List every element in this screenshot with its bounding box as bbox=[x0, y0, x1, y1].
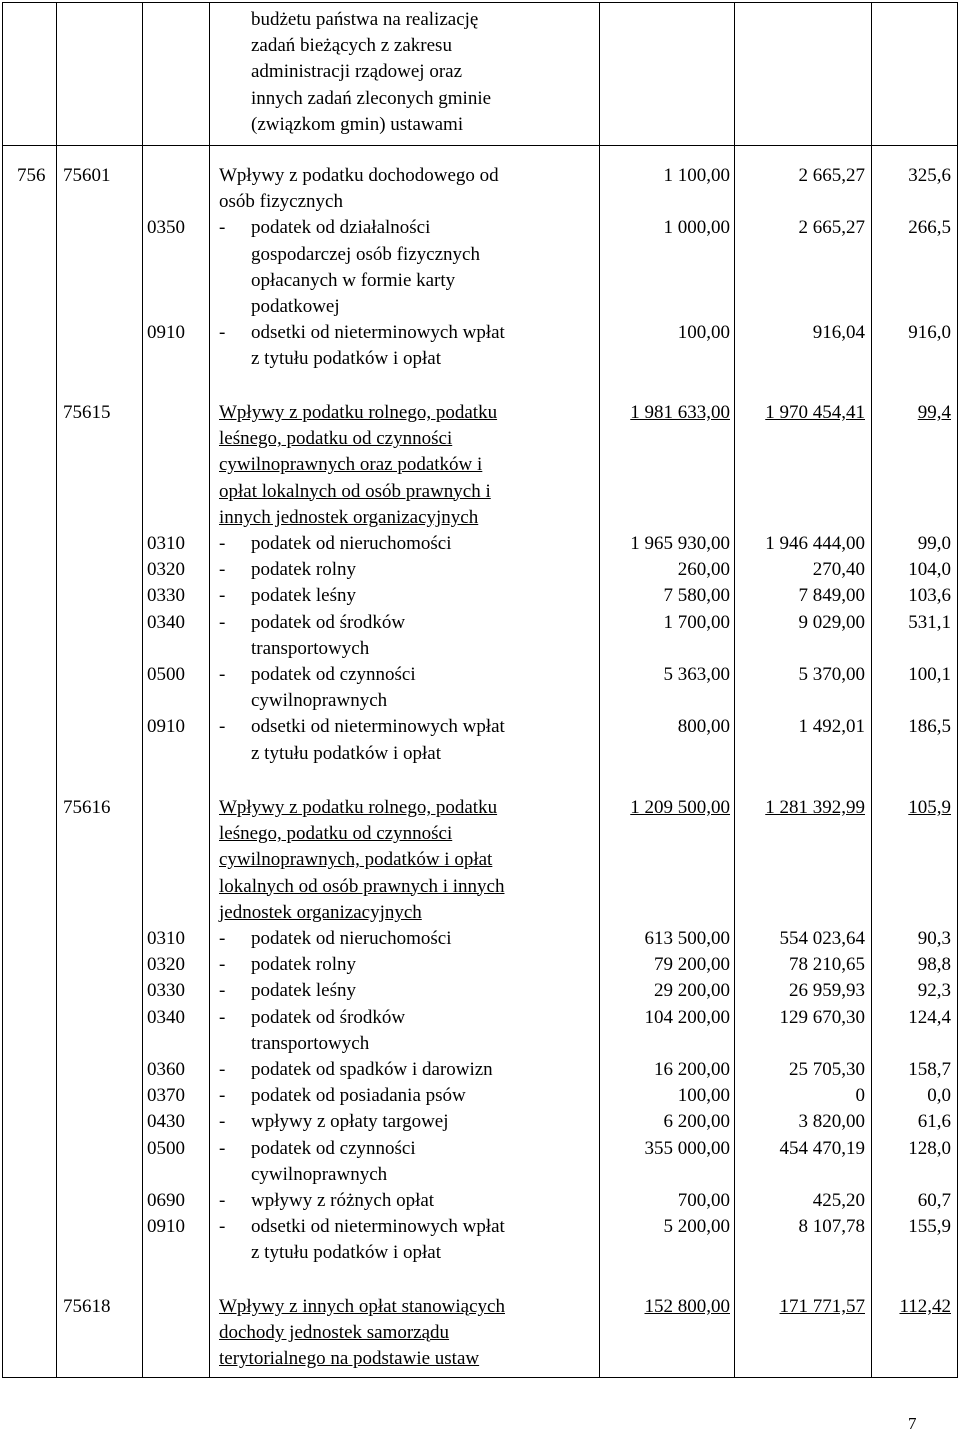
column-divider bbox=[56, 3, 57, 1377]
row-dash: - bbox=[219, 1190, 226, 1211]
section-executed-value: 2 665,27 bbox=[798, 165, 865, 186]
row-description-line: cywilnoprawnych bbox=[251, 690, 388, 712]
row-description-line: odsetki od nieterminowych wpłat bbox=[251, 716, 505, 738]
row-percent-value: 60,7 bbox=[917, 1190, 951, 1211]
paragraph-code: 0330 bbox=[147, 980, 185, 1002]
section-title-line: cywilnoprawnych, podatków i opłat bbox=[219, 849, 493, 871]
paragraph-code: 0910 bbox=[147, 1216, 185, 1238]
row-percent-value: 90,3 bbox=[917, 928, 951, 949]
paragraph-code: 0500 bbox=[147, 1137, 185, 1159]
section-title-line: Wpływy z podatku rolnego, podatku bbox=[219, 797, 498, 818]
paragraph-code: 0340 bbox=[147, 611, 185, 633]
paragraph-code: 0310 bbox=[147, 533, 185, 554]
row-description-line: podatek od środków bbox=[251, 1006, 406, 1028]
rozdzial-code: 75618 bbox=[63, 1296, 111, 1317]
section-percent-value: 105,9 bbox=[908, 797, 951, 818]
section-title-line: terytorialnego na podstawie ustaw bbox=[219, 1348, 480, 1370]
row-percent-value: 100,1 bbox=[908, 664, 951, 685]
section-percent-value: 99,4 bbox=[917, 402, 951, 423]
section-title-line: dochody jednostek samorządu bbox=[219, 1322, 450, 1344]
row-executed-value: 454 470,19 bbox=[779, 1137, 865, 1159]
row-percent-value: 103,6 bbox=[908, 585, 951, 607]
row-executed-value: 8 107,78 bbox=[798, 1216, 865, 1238]
row-dash: - bbox=[219, 1111, 226, 1133]
budget-table bbox=[2, 2, 958, 1378]
row-plan-value: 6 200,00 bbox=[663, 1111, 730, 1133]
row-percent-value: 0,0 bbox=[927, 1085, 951, 1107]
row-description-line: podatek od środków bbox=[251, 611, 406, 633]
row-dash: - bbox=[219, 533, 226, 554]
row-percent-value: 61,6 bbox=[917, 1111, 951, 1133]
section-title-line: osób fizycznych bbox=[219, 191, 343, 213]
row-dash: - bbox=[219, 1006, 226, 1028]
row-plan-value: 1 000,00 bbox=[663, 217, 730, 239]
row-percent-value: 916,0 bbox=[908, 322, 951, 344]
row-dash: - bbox=[219, 585, 226, 607]
column-divider bbox=[599, 3, 600, 1377]
row-executed-value: 3 820,00 bbox=[798, 1111, 865, 1133]
column-divider bbox=[209, 3, 210, 1377]
row-description-line: transportowych bbox=[251, 637, 370, 659]
column-divider bbox=[734, 3, 735, 1377]
column-divider bbox=[871, 3, 872, 1377]
row-dash: - bbox=[219, 559, 226, 581]
row-percent-value: 186,5 bbox=[908, 716, 951, 738]
row-executed-value: 1 946 444,00 bbox=[765, 533, 865, 554]
row-executed-value: 0 bbox=[855, 1085, 865, 1107]
section-title-line: Wpływy z podatku rolnego, podatku bbox=[219, 402, 498, 423]
section-title-line: lokalnych od osób prawnych i innych bbox=[219, 875, 505, 897]
column-divider bbox=[142, 3, 143, 1377]
row-description-line: opłacanych w formie karty bbox=[251, 269, 456, 291]
row-plan-value: 79 200,00 bbox=[654, 954, 730, 976]
paragraph-code: 0310 bbox=[147, 928, 185, 949]
row-divider bbox=[3, 145, 957, 146]
row-percent-value: 128,0 bbox=[908, 1137, 951, 1159]
paragraph-code: 0350 bbox=[147, 217, 185, 239]
row-plan-value: 1 965 930,00 bbox=[630, 533, 730, 554]
row-dash: - bbox=[219, 611, 226, 633]
row-description-line: cywilnoprawnych bbox=[251, 1163, 388, 1185]
row-description-line: podatek od działalności bbox=[251, 217, 431, 239]
section-plan-value: 1 100,00 bbox=[663, 165, 730, 186]
row-executed-value: 554 023,64 bbox=[779, 928, 865, 949]
row-plan-value: 260,00 bbox=[677, 559, 730, 581]
paragraph-code: 0690 bbox=[147, 1190, 185, 1211]
paragraph-code: 0910 bbox=[147, 322, 185, 344]
row-plan-value: 613 500,00 bbox=[644, 928, 730, 949]
row-executed-value: 26 959,93 bbox=[789, 980, 865, 1002]
row-dash: - bbox=[219, 1216, 226, 1238]
row-executed-value: 270,40 bbox=[812, 559, 865, 581]
row-plan-value: 100,00 bbox=[677, 1085, 730, 1107]
top-text-line: (związkom gmin) ustawami bbox=[251, 113, 464, 135]
row-description-line: gospodarczej osób fizycznych bbox=[251, 243, 480, 265]
top-text-line: zadań bieżących z zakresu bbox=[251, 35, 452, 57]
row-dash: - bbox=[219, 980, 226, 1002]
paragraph-code: 0320 bbox=[147, 954, 185, 976]
row-executed-value: 25 705,30 bbox=[789, 1059, 865, 1080]
row-description-line: z tytułu podatków i opłat bbox=[251, 742, 441, 764]
row-executed-value: 5 370,00 bbox=[798, 664, 865, 685]
top-text-line: administracji rządowej oraz bbox=[251, 61, 463, 83]
dzial-code: 756 bbox=[17, 165, 46, 186]
row-description-line: podatek od nieruchomości bbox=[251, 928, 452, 949]
section-title-line: cywilnoprawnych oraz podatków i bbox=[219, 454, 483, 476]
row-description-line: podatek leśny bbox=[251, 585, 357, 607]
paragraph-code: 0430 bbox=[147, 1111, 185, 1133]
section-plan-value: 1 981 633,00 bbox=[630, 402, 730, 423]
row-executed-value: 2 665,27 bbox=[798, 217, 865, 239]
row-percent-value: 158,7 bbox=[908, 1059, 951, 1080]
page-number: 7 bbox=[908, 1414, 917, 1433]
paragraph-code: 0500 bbox=[147, 664, 185, 685]
row-plan-value: 5 200,00 bbox=[663, 1216, 730, 1238]
row-executed-value: 9 029,00 bbox=[798, 611, 865, 633]
paragraph-code: 0910 bbox=[147, 716, 185, 738]
row-executed-value: 425,20 bbox=[812, 1190, 865, 1211]
row-plan-value: 1 700,00 bbox=[663, 611, 730, 633]
row-description-line: podatek rolny bbox=[251, 559, 357, 581]
row-plan-value: 100,00 bbox=[677, 322, 730, 344]
row-plan-value: 16 200,00 bbox=[654, 1059, 730, 1080]
section-title-line: innych jednostek organizacyjnych bbox=[219, 506, 479, 528]
row-description-line: podatek od czynności bbox=[251, 664, 416, 685]
row-description-line: podatek od czynności bbox=[251, 1137, 416, 1159]
row-description-line: odsetki od nieterminowych wpłat bbox=[251, 1216, 505, 1238]
row-dash: - bbox=[219, 928, 226, 949]
row-executed-value: 1 492,01 bbox=[798, 716, 865, 738]
row-description-line: podatek od posiadania psów bbox=[251, 1085, 466, 1107]
row-dash: - bbox=[219, 954, 226, 976]
row-dash: - bbox=[219, 1059, 226, 1080]
row-plan-value: 7 580,00 bbox=[663, 585, 730, 607]
row-dash: - bbox=[219, 1137, 226, 1159]
paragraph-code: 0340 bbox=[147, 1006, 185, 1028]
section-title-line: Wpływy z innych opłat stanowiących bbox=[219, 1296, 505, 1317]
section-percent-value: 325,6 bbox=[908, 165, 951, 186]
section-executed-value: 1 970 454,41 bbox=[765, 402, 865, 423]
row-percent-value: 155,9 bbox=[908, 1216, 951, 1238]
section-title-line: jednostek organizacyjnych bbox=[219, 901, 422, 923]
row-executed-value: 916,04 bbox=[812, 322, 865, 344]
row-percent-value: 98,8 bbox=[917, 954, 951, 976]
row-executed-value: 78 210,65 bbox=[789, 954, 865, 976]
rozdzial-code: 75615 bbox=[63, 402, 111, 423]
section-title-line: leśnego, podatku od czynności bbox=[219, 428, 453, 450]
row-description-line: odsetki od nieterminowych wpłat bbox=[251, 322, 505, 344]
paragraph-code: 0360 bbox=[147, 1059, 185, 1080]
row-executed-value: 129 670,30 bbox=[779, 1006, 865, 1028]
section-title-line: opłat lokalnych od osób prawnych i bbox=[219, 480, 491, 502]
section-plan-value: 1 209 500,00 bbox=[630, 797, 730, 818]
section-title-line: Wpływy z podatku dochodowego od bbox=[219, 165, 499, 186]
row-percent-value: 92,3 bbox=[917, 980, 951, 1002]
row-dash: - bbox=[219, 322, 226, 344]
row-plan-value: 5 363,00 bbox=[663, 664, 730, 685]
section-executed-value: 171 771,57 bbox=[779, 1296, 865, 1317]
row-percent-value: 266,5 bbox=[908, 217, 951, 239]
row-percent-value: 124,4 bbox=[908, 1006, 951, 1028]
row-description-line: podatek od nieruchomości bbox=[251, 533, 452, 554]
row-percent-value: 104,0 bbox=[908, 559, 951, 581]
row-plan-value: 29 200,00 bbox=[654, 980, 730, 1002]
row-description-line: wpływy z opłaty targowej bbox=[251, 1111, 449, 1133]
section-title-line: leśnego, podatku od czynności bbox=[219, 823, 453, 845]
row-dash: - bbox=[219, 217, 226, 239]
row-dash: - bbox=[219, 1085, 226, 1107]
row-description-line: podatkowej bbox=[251, 296, 340, 317]
section-executed-value: 1 281 392,99 bbox=[765, 797, 865, 818]
row-description-line: podatek leśny bbox=[251, 980, 357, 1002]
row-description-line: transportowych bbox=[251, 1032, 370, 1054]
row-description-line: podatek rolny bbox=[251, 954, 357, 976]
row-description-line: wpływy z różnych opłat bbox=[251, 1190, 435, 1211]
top-text-line: innych zadań zleconych gminie bbox=[251, 87, 492, 109]
row-plan-value: 104 200,00 bbox=[644, 1006, 730, 1028]
section-percent-value: 112,42 bbox=[899, 1296, 951, 1317]
row-dash: - bbox=[219, 716, 226, 738]
paragraph-code: 0320 bbox=[147, 559, 185, 581]
paragraph-code: 0370 bbox=[147, 1085, 185, 1107]
row-plan-value: 800,00 bbox=[677, 716, 730, 738]
section-plan-value: 152 800,00 bbox=[644, 1296, 730, 1317]
row-executed-value: 7 849,00 bbox=[798, 585, 865, 607]
row-description-line: z tytułu podatków i opłat bbox=[251, 1242, 441, 1264]
rozdzial-code: 75616 bbox=[63, 797, 111, 818]
paragraph-code: 0330 bbox=[147, 585, 185, 607]
row-plan-value: 700,00 bbox=[677, 1190, 730, 1211]
top-text-line: budżetu państwa na realizację bbox=[251, 9, 479, 30]
row-percent-value: 531,1 bbox=[908, 611, 951, 633]
row-dash: - bbox=[219, 664, 226, 685]
row-percent-value: 99,0 bbox=[917, 533, 951, 554]
row-description-line: z tytułu podatków i opłat bbox=[251, 348, 441, 370]
rozdzial-code: 75601 bbox=[63, 165, 111, 186]
row-plan-value: 355 000,00 bbox=[644, 1137, 730, 1159]
row-description-line: podatek od spadków i darowizn bbox=[251, 1059, 493, 1080]
